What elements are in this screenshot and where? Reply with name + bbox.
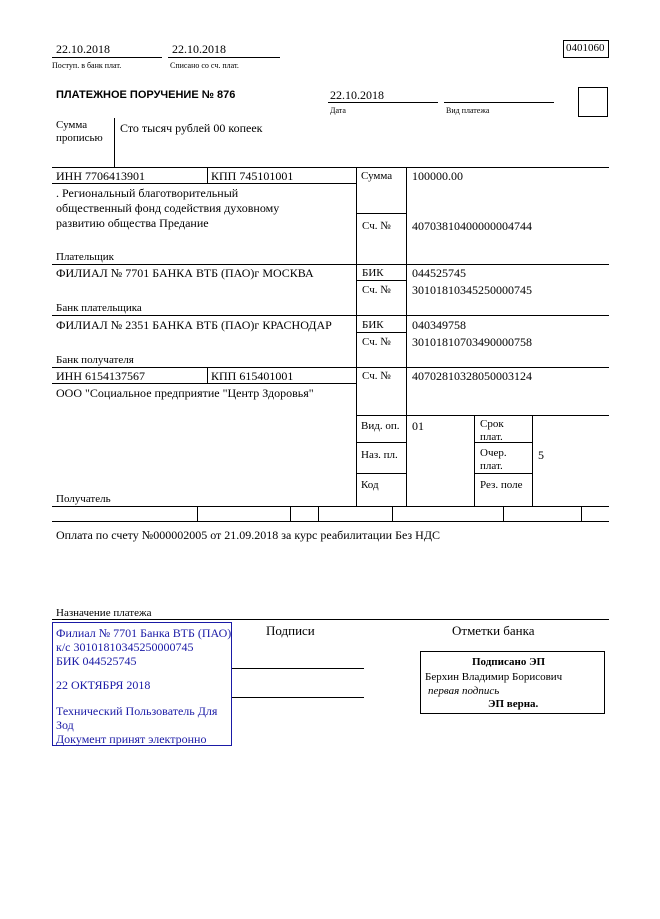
grid-line-h3: [356, 213, 406, 214]
payee-bank-label: Банк получателя: [56, 354, 134, 366]
purpose-line: [52, 619, 609, 620]
grid-line-h5: [356, 280, 406, 281]
payer-bank-name: ФИЛИАЛ № 7701 БАНКА ВТБ (ПАО)г МОСКВА: [56, 266, 314, 280]
debited-date: 22.10.2018: [172, 42, 226, 56]
stamp-line-1: Филиал № 7701 Банка ВТБ (ПАО): [56, 626, 232, 640]
bank-stamp: [52, 622, 232, 746]
payee-bank-acc-label: Сч. №: [362, 336, 391, 348]
payer-kpp: КПП 745101001: [211, 169, 294, 183]
code-label: Код: [361, 479, 379, 491]
ep-title: Подписано ЭП: [472, 656, 546, 668]
payer-bank-bik-label: БИК: [362, 267, 384, 279]
payer-name-line-1: . Региональный благотворительный: [56, 186, 239, 200]
amount-words-label-2: прописью: [56, 132, 103, 144]
form-code: 0401060: [566, 42, 605, 54]
payment-type-label: Вид платежа: [446, 106, 490, 115]
grid-line-v-codes-2: [532, 415, 533, 506]
received-label: Поступ. в банк плат.: [52, 61, 122, 70]
priority-label-2: плат.: [480, 460, 503, 472]
stamp-line-5: Технический Пользователь Для: [56, 704, 218, 718]
grid-line-h11: [356, 442, 406, 443]
payee-bank-name: ФИЛИАЛ № 2351 БАНКА ВТБ (ПАО)г КРАСНОДАР: [56, 318, 332, 332]
payment-type-line: [444, 102, 554, 103]
status-box: [578, 87, 608, 117]
order-title: ПЛАТЕЖНОЕ ПОРУЧЕНИЕ № 876: [56, 89, 236, 101]
payer-account-label: Сч. №: [362, 220, 391, 232]
stamp-line-6: Зод: [56, 718, 74, 732]
payee-acc: 40702810328050003124: [412, 369, 532, 383]
amount-words-value: Сто тысяч рублей 00 копеек: [120, 121, 263, 135]
received-date-line: [52, 57, 162, 58]
grid-line-h15: [52, 506, 609, 507]
payer-name-line-3: развитию общества Предание: [56, 216, 209, 230]
order-date: 22.10.2018: [330, 88, 384, 102]
priority-label-1: Очер.: [480, 447, 507, 459]
term-label-1: Срок: [480, 418, 504, 430]
grid-line-h1: [52, 167, 609, 168]
signatures-label: Подписи: [266, 623, 315, 638]
payee-acc-label: Сч. №: [362, 370, 391, 382]
grid-line-h4: [52, 264, 609, 265]
grid-line-h8: [52, 367, 609, 368]
stamp-line-2: к/с 30101810345250000745: [56, 640, 194, 654]
stamp-line-7: Документ принят электронно: [56, 732, 207, 746]
grid-line-h6: [52, 315, 609, 316]
debited-label: Списано со сч. плат.: [170, 61, 239, 70]
op-type-value: 01: [412, 419, 424, 433]
received-date: 22.10.2018: [56, 42, 110, 56]
payer-inn: ИНН 7706413901: [56, 169, 145, 183]
signature-line-1: [232, 668, 364, 669]
amount-value: 100000.00: [412, 169, 463, 183]
ep-signer: Берхин Владимир Борисович: [425, 671, 563, 683]
grid-line-h7: [356, 332, 406, 333]
grid-line-h2: [52, 183, 356, 184]
grid-line-h16: [52, 521, 609, 522]
reserve-label: Рез. поле: [480, 479, 523, 491]
order-date-line: [328, 102, 438, 103]
payer-account-value: 40703810400000004744: [412, 219, 532, 233]
grid-line-v-bottom-1: [197, 506, 198, 521]
stamp-line-4: 22 ОКТЯБРЯ 2018: [56, 678, 151, 692]
grid-line-v-bottom-2: [290, 506, 291, 521]
payee-kpp: КПП 615401001: [211, 369, 294, 383]
priority-value: 5: [538, 448, 544, 462]
amount-label: Сумма: [361, 170, 393, 182]
grid-line-h14: [474, 473, 532, 474]
stamp-line-3: БИК 044525745: [56, 654, 137, 668]
grid-line-v-values: [406, 167, 407, 506]
payer-name-line-2: общественный фонд содействия духовному: [56, 201, 280, 215]
ep-verified: ЭП верна.: [488, 698, 539, 710]
payer-bank-bik: 044525745: [412, 266, 466, 280]
grid-line-v-bottom-5: [503, 506, 504, 521]
debited-date-line: [168, 57, 280, 58]
grid-line-h13: [356, 473, 406, 474]
purpose-label: Назначение платежа: [56, 607, 152, 619]
payer-bank-label: Банк плательщика: [56, 302, 142, 314]
purpose-text: Оплата по счету №000002005 от 21.09.2018 за курс реабилитации Без НДС: [56, 528, 441, 542]
purpose-code-label: Наз. пл.: [361, 449, 398, 461]
amount-words-label-1: Сумма: [56, 119, 88, 131]
grid-line-v-kpp-payee: [207, 367, 208, 383]
payee-label: Получатель: [56, 493, 111, 505]
grid-line-v-bottom-6: [581, 506, 582, 521]
payee-bank-acc: 30101810703490000758: [412, 335, 532, 349]
term-label-2: плат.: [480, 431, 503, 443]
ep-role: первая подпись: [428, 685, 500, 697]
amount-words-divider: [114, 118, 115, 167]
grid-line-v-bottom-3: [318, 506, 319, 521]
grid-line-h10: [356, 415, 609, 416]
grid-line-v-kpp-payer: [207, 167, 208, 183]
payer-label: Плательщик: [56, 251, 114, 263]
grid-line-v-bottom-4: [392, 506, 393, 521]
payee-bank-bik: 040349758: [412, 318, 466, 332]
signature-line-2: [232, 697, 364, 698]
order-date-label: Дата: [330, 106, 346, 115]
payer-bank-acc: 30101810345250000745: [412, 283, 532, 297]
payer-bank-acc-label: Сч. №: [362, 284, 391, 296]
bank-marks-label: Отметки банка: [452, 623, 535, 638]
grid-line-v-codes-1: [474, 415, 475, 506]
op-type-label: Вид. оп.: [361, 420, 400, 432]
grid-line-v-main: [356, 167, 357, 506]
grid-line-h9: [52, 383, 356, 384]
payee-inn: ИНН 6154137567: [56, 369, 145, 383]
payee-bank-bik-label: БИК: [362, 319, 384, 331]
payee-name: ООО "Социальное предприятие "Центр Здоровья": [56, 386, 314, 400]
